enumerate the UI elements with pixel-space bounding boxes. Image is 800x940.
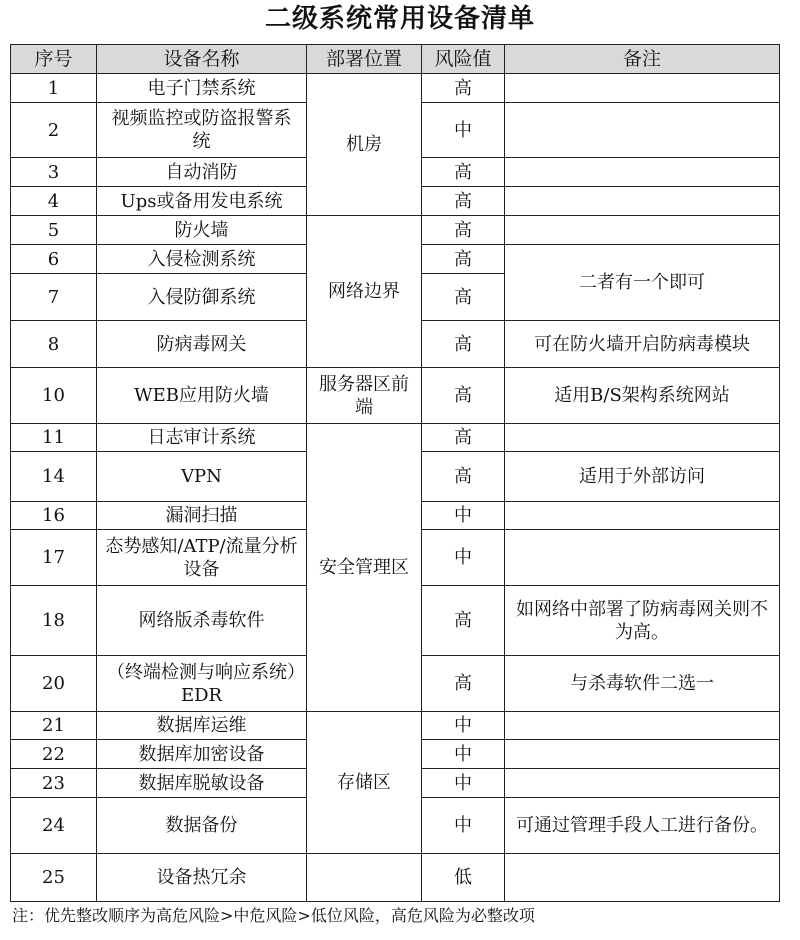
- serial-cell: 21: [11, 712, 97, 740]
- risk-cell: 高: [422, 656, 505, 712]
- location-cell: 安全管理区: [307, 424, 422, 712]
- serial-cell: 3: [11, 158, 97, 187]
- serial-cell: 6: [11, 245, 97, 274]
- device-name-cell: 数据库加密设备: [97, 740, 307, 769]
- risk-cell: 高: [422, 321, 505, 368]
- remark-cell: [505, 712, 780, 740]
- serial-cell: 4: [11, 187, 97, 216]
- remark-cell: [505, 502, 780, 530]
- device-name-cell: Ups或备用发电系统: [97, 187, 307, 216]
- table-row: [11, 368, 780, 424]
- risk-cell: 高: [422, 586, 505, 656]
- risk-cell: 中: [422, 103, 505, 158]
- device-name-cell: WEB应用防火墙: [97, 368, 307, 424]
- location-cell: 服务器区前端: [307, 368, 422, 424]
- remark-cell: [505, 216, 780, 245]
- risk-cell: 高: [422, 187, 505, 216]
- risk-cell: 中: [422, 769, 505, 798]
- header-device-name: 设备名称: [97, 45, 307, 74]
- header-location: 部署位置: [307, 45, 422, 74]
- serial-cell: 25: [11, 854, 97, 902]
- remark-cell: [505, 74, 780, 103]
- serial-cell: 11: [11, 424, 97, 452]
- table-row: [11, 216, 780, 245]
- remark-cell: [505, 103, 780, 158]
- device-name-cell: 网络版杀毒软件: [97, 586, 307, 656]
- serial-cell: 2: [11, 103, 97, 158]
- device-name-cell: 设备热冗余: [97, 854, 307, 902]
- serial-cell: 10: [11, 368, 97, 424]
- serial-cell: 20: [11, 656, 97, 712]
- serial-cell: 23: [11, 769, 97, 798]
- risk-cell: 高: [422, 274, 505, 321]
- risk-cell: 中: [422, 798, 505, 854]
- remark-cell: 适用于外部访问: [505, 452, 780, 502]
- location-cell: [307, 854, 422, 902]
- table-row: [11, 854, 780, 902]
- device-name-cell: VPN: [97, 452, 307, 502]
- remark-cell: [505, 854, 780, 902]
- remark-cell: 二者有一个即可: [505, 245, 780, 321]
- risk-cell: 中: [422, 502, 505, 530]
- remark-cell: 可在防火墙开启防病毒模块: [505, 321, 780, 368]
- remark-cell: [505, 769, 780, 798]
- risk-cell: 高: [422, 452, 505, 502]
- table-row: [11, 424, 780, 452]
- risk-cell: 低: [422, 854, 505, 902]
- serial-cell: 14: [11, 452, 97, 502]
- device-name-cell: （终端检测与响应系统）EDR: [97, 656, 307, 712]
- serial-cell: 16: [11, 502, 97, 530]
- remark-cell: [505, 187, 780, 216]
- device-table: [10, 44, 780, 902]
- header-remark: 备注: [505, 45, 780, 74]
- remark-cell: 可通过管理手段人工进行备份。: [505, 798, 780, 854]
- serial-cell: 5: [11, 216, 97, 245]
- remark-cell: [505, 424, 780, 452]
- risk-cell: 中: [422, 530, 505, 586]
- remark-cell: [505, 740, 780, 769]
- serial-cell: 7: [11, 274, 97, 321]
- serial-cell: 8: [11, 321, 97, 368]
- footnote: 注：优先整改顺序为高危风险>中危风险>低位风险，高危风险为必整改项: [12, 906, 535, 925]
- location-cell: 机房: [307, 74, 422, 216]
- remark-cell: 适用B/S架构系统网站: [505, 368, 780, 424]
- remark-cell: 如网络中部署了防病毒网关则不为高。: [505, 586, 780, 656]
- page-title: 二级系统常用设备清单: [264, 4, 535, 34]
- serial-cell: 18: [11, 586, 97, 656]
- risk-cell: 高: [422, 424, 505, 452]
- device-name-cell: 入侵防御系统: [97, 274, 307, 321]
- risk-cell: 高: [422, 245, 505, 274]
- remark-cell: [505, 530, 780, 586]
- device-name-cell: 数据备份: [97, 798, 307, 854]
- device-name-cell: 态势感知/ATP/流量分析设备: [97, 530, 307, 586]
- risk-cell: 高: [422, 158, 505, 187]
- device-name-cell: 数据库脱敏设备: [97, 769, 307, 798]
- serial-cell: 1: [11, 74, 97, 103]
- serial-cell: 17: [11, 530, 97, 586]
- risk-cell: 高: [422, 368, 505, 424]
- table-row: [11, 712, 780, 740]
- device-name-cell: 数据库运维: [97, 712, 307, 740]
- remark-cell: 与杀毒软件二选一: [505, 656, 780, 712]
- location-cell: 存储区: [307, 712, 422, 854]
- risk-cell: 中: [422, 712, 505, 740]
- location-cell: 网络边界: [307, 216, 422, 368]
- device-name-cell: 防病毒网关: [97, 321, 307, 368]
- device-name-cell: 防火墙: [97, 216, 307, 245]
- table-row: [11, 74, 780, 103]
- header-risk: 风险值: [422, 45, 505, 74]
- header-serial: 序号: [11, 45, 97, 74]
- risk-cell: 高: [422, 74, 505, 103]
- device-name-cell: 日志审计系统: [97, 424, 307, 452]
- device-name-cell: 电子门禁系统: [97, 74, 307, 103]
- device-name-cell: 视频监控或防盗报警系统: [97, 103, 307, 158]
- header-row: [11, 45, 780, 74]
- serial-cell: 22: [11, 740, 97, 769]
- device-name-cell: 漏洞扫描: [97, 502, 307, 530]
- risk-cell: 高: [422, 216, 505, 245]
- serial-cell: 24: [11, 798, 97, 854]
- remark-cell: [505, 158, 780, 187]
- risk-cell: 中: [422, 740, 505, 769]
- device-name-cell: 自动消防: [97, 158, 307, 187]
- device-name-cell: 入侵检测系统: [97, 245, 307, 274]
